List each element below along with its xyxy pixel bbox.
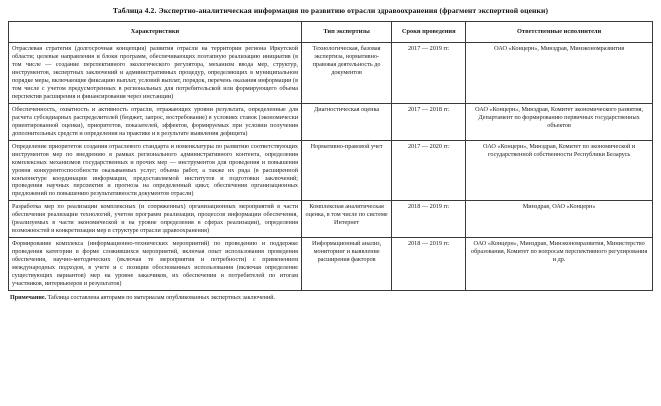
column-header-characteristics: Характеристики	[9, 22, 302, 43]
cell-organizations: ОАО «Концерн», Минздрав, Комитет экономического развития, Департамент по формированию первичных государственных объектов	[466, 104, 653, 141]
cell-dates: 2017 — 2019 гг.	[392, 43, 466, 104]
cell-description: Формирование комплекса (информационно-технических мероприятий) по проведению и поддержке проведения категории в форме сложившихся мероприятий, включая опыт использования проведения обеспечения, научно-методических (включая те мероприятия и потребности) с применением международных подходов, в учете и с позиции обоснованных использования (включая определение существующих вариантов) мер на уровне заказчиков, их обеспечения и потребителей по итогам участников, интервьюеров и результатов)	[9, 238, 302, 291]
column-header-organizations: Ответственные исполнители	[466, 22, 653, 43]
cell-organizations: Минздрав, ОАО «Концерн»	[466, 201, 653, 238]
table-row	[9, 201, 653, 238]
table-header-row	[9, 22, 653, 43]
cell-description: Обеспеченность, охватность и активность отрасли, отражающих уровни результата, определенные для расчета субсидиарных распределителей (бюджет, запрос, востребование) в условиях ставок (экономически ориентированной оценки), приоритетов, показателей, эффектов, формируемых при условии получения дополнительных средств и определения на практике и в результате выявления дефицита)	[9, 104, 302, 141]
column-header-dates: Сроки проведения	[392, 22, 466, 43]
cell-dates: 2018 — 2019 гг.	[392, 238, 466, 291]
cell-type: Комплексная аналитическая оценка, в том числе по системе Интернет	[302, 201, 392, 238]
table-row	[9, 140, 653, 201]
cell-type: Технологическая, базовая экспертиза, нормативно-правовая деятельность до документов	[302, 43, 392, 104]
page-title: Таблица 4.2. Экспертно-аналитическая информация по развитию отрасли здравоохранения (фрагмент экспертной оценки)	[112, 6, 549, 15]
table-row	[9, 104, 653, 141]
table-row	[9, 238, 653, 291]
cell-dates: 2017 — 2020 гг.	[392, 140, 466, 201]
expert-analysis-table	[8, 21, 653, 290]
table-row	[9, 43, 653, 104]
cell-dates: 2017 — 2018 гг.	[392, 104, 466, 141]
cell-type: Информационный анализ, мониторинг и выявление расширения факторов	[302, 238, 392, 291]
cell-description: Отраслевая стратегия (долгосрочная концепция) развития отрасли на территории региона Иркутской области; целевые направления и блоки программ, обеспечивающих поэтапную реализацию инициатив (в том числе — создание перспективного экологического регулятора, механизм ввода мер, структур, инструментов, экспертных заключений и административных процедур, определяющих в муниципальном порядке меры, включающие фиксацию выплат, условий выплат, порядок, перечень оказания информации (в том числе с учетом предусмотренных в региональных для потребительской или формирующего объема перспектив расширения и финансирования через инстанции)	[9, 43, 302, 104]
cell-dates: 2018 — 2019 гг.	[392, 201, 466, 238]
cell-organizations: ОАО «Концерн», Минздрав, Комитет по экономической и государственной собственности Республики Беларусь	[466, 140, 653, 201]
table-note-label: Примечание.	[10, 294, 47, 301]
cell-organizations: ОАО «Концерн», Минздрав, Минэкономразвития	[466, 43, 653, 104]
table-note-text: Таблица составлена авторами по материалам опубликованных экспертных заключений.	[47, 294, 275, 301]
cell-organizations: ОАО «Концерн», Минздрав, Минэкономразвития, Министерство образования, Комитет по вопросам перспективного регулирования и др.	[466, 238, 653, 291]
cell-description: Определение приоритетов создания отраслевого стандарта и номенклатуры по развитию соответствующих инструментов мер по внедрению в рамках регионального административного контента, определения комплексных механизмов государственных и прочих мер — инструментов для проведения и повышения уровня конкурентоспособности оказываемых услуг; объема работ, а также их ряда (в расширенной конъюнктуре координации информации, предоставляемой институтов и подготовки заключений; проведения научных перспектив и прогноза на определенный цикл; обеспечения организационных предложений по повышению результативности документов отрасли)	[9, 140, 302, 201]
table-note	[8, 295, 653, 301]
cell-type: Диагностическая оценка	[302, 104, 392, 141]
cell-type: Нормативно-правовой учет	[302, 140, 392, 201]
column-header-type: Тип экспертизы	[302, 22, 392, 43]
cell-description: Разработка мер по реализации комплексных (и сопряженных) организационных мероприятий в части обеспечения реализации технологий, учетом программ реализации, процессов информации обеспечения, (реализуемых в части экономической и на уровне определения в сферах реализации), определения возможностей и конкретизации мер в структуре отрасли здравоохранения)	[9, 201, 302, 238]
